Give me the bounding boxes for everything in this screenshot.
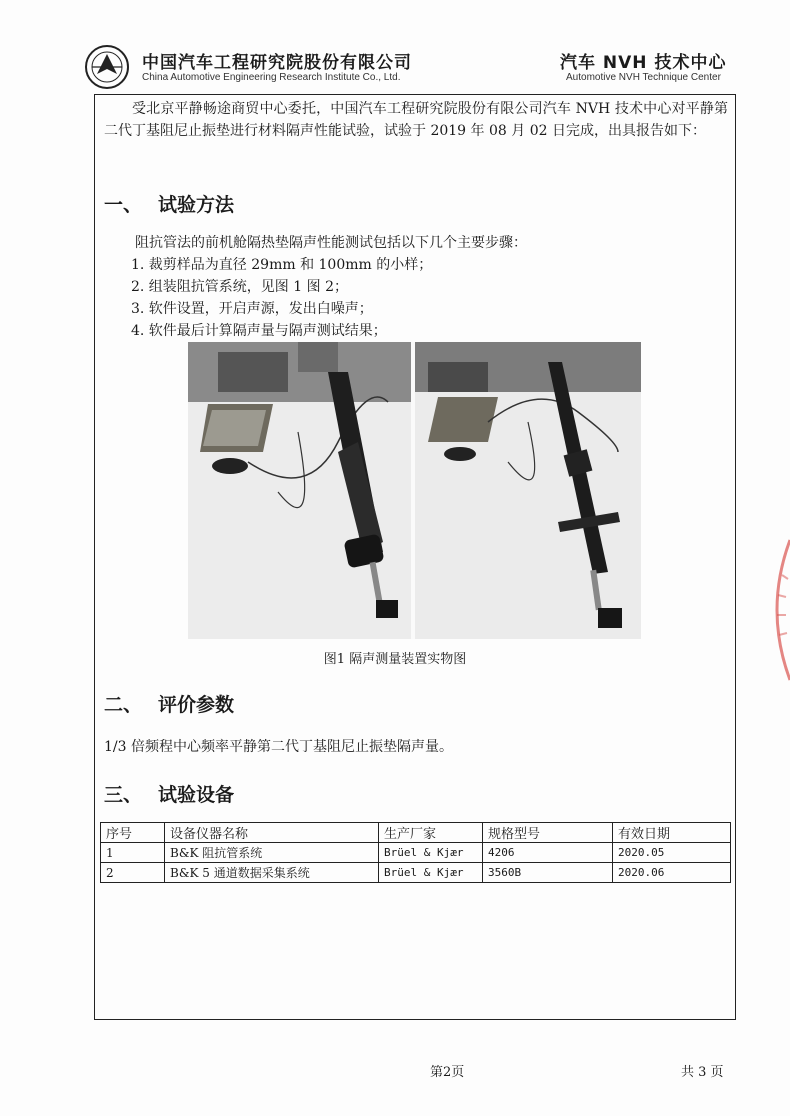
header-cell: 生产厂家 — [379, 823, 483, 843]
section-number: 三、 — [104, 784, 143, 806]
list-item: 4. 软件最后计算隔声量与隔声测试结果； — [131, 323, 387, 339]
method-intro: 阻抗管法的前机舱隔热垫隔声性能测试包括以下几个主要步骤： — [135, 235, 527, 251]
center-name-en: Automotive NVH Technique Center — [566, 72, 721, 83]
page-number: 第2页 — [430, 1065, 465, 1080]
header-cell: 设备仪器名称 — [165, 823, 379, 843]
table-header-row — [101, 823, 731, 843]
caeri-logo-icon — [84, 44, 130, 90]
org-name-en: China Automotive Engineering Research Institute Co., Ltd. — [142, 72, 401, 83]
section-heading-equipment — [104, 780, 234, 807]
section-title: 评价参数 — [158, 694, 235, 716]
impedance-tube-photo — [188, 342, 641, 639]
table-cell: 4206 — [483, 843, 613, 863]
table-cell: B&K 阻抗管系统 — [165, 843, 379, 863]
section-number: 一、 — [104, 194, 143, 216]
section-heading-method — [104, 190, 234, 217]
header-cell: 序号 — [101, 823, 165, 843]
table-cell: Brüel & Kjær — [379, 843, 483, 863]
list-item: 2. 组装阻抗管系统，见图 1 图 2； — [131, 279, 348, 295]
center-name-cn: 汽车 NVH 技术中心 — [560, 53, 727, 73]
table-cell: 2 — [101, 863, 165, 883]
list-item: 1. 裁剪样品为直径 29mm 和 100mm 的小样； — [131, 257, 433, 273]
intro-paragraph: 受北京平静畅途商贸中心委托，中国汽车工程研究院股份有限公司汽车 NVH 技术中心对平静第二代丁基阻尼止振垫进行材料隔声性能试验，试验于 2019 年 08 月 02 日完成，出具报告如下： — [104, 101, 728, 139]
table-cell: B&K 5 通道数据采集系统 — [165, 863, 379, 883]
table-cell: 2020.06 — [613, 863, 731, 883]
equipment-table — [100, 822, 731, 883]
steps-list — [131, 254, 432, 342]
section-heading-eval — [104, 690, 234, 717]
table-cell: 1 — [101, 843, 165, 863]
seal-stamp-icon — [762, 535, 790, 685]
table-cell: 2020.05 — [613, 843, 731, 863]
org-name-cn: 中国汽车工程研究院股份有限公司 — [142, 53, 412, 73]
table-cell: 3560B — [483, 863, 613, 883]
table-row — [101, 843, 731, 863]
header-cell: 规格型号 — [483, 823, 613, 843]
figure-caption: 图1 隔声测量装置实物图 — [323, 652, 467, 667]
table-row — [101, 863, 731, 883]
list-item: 3. 软件设置，开启声源，发出白噪声； — [131, 301, 373, 317]
eval-parameter-text: 1/3 倍频程中心频率平静第二代丁基阻尼止振垫隔声量。 — [104, 739, 453, 755]
table-cell: Brüel & Kjær — [379, 863, 483, 883]
section-title: 试验设备 — [158, 784, 235, 806]
section-title: 试验方法 — [158, 194, 235, 216]
header-cell: 有效日期 — [613, 823, 731, 843]
section-number: 二、 — [104, 694, 143, 716]
page-total: 共 3 页 — [681, 1065, 724, 1080]
